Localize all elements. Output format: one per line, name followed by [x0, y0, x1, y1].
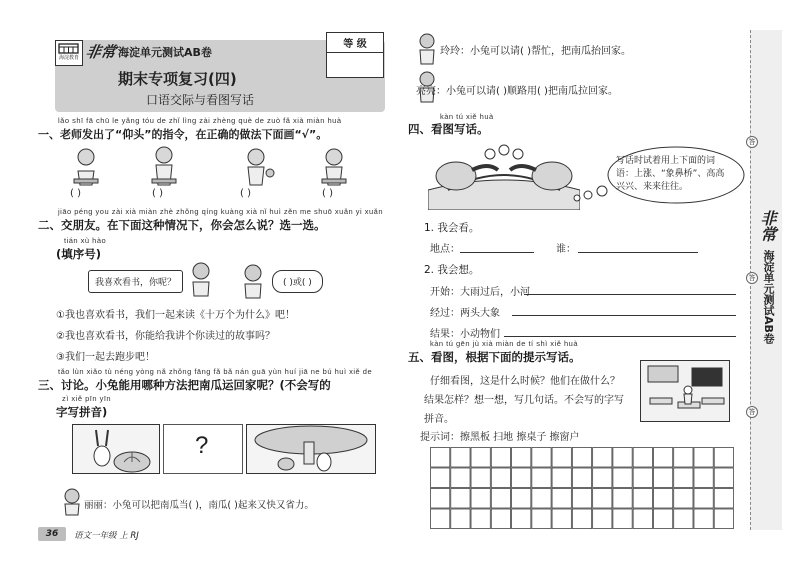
lingling-avatar-icon [416, 32, 438, 66]
process-label: 经过：两头大象 [430, 308, 500, 319]
q5-text-2: 结果怎样？想一想，写几句话。不会写的字写 [424, 395, 624, 406]
grid-cell[interactable] [532, 468, 551, 488]
grid-cell[interactable] [431, 468, 450, 488]
q1-answer-3[interactable]: ( ) [240, 188, 251, 199]
grid-cell[interactable] [471, 448, 490, 468]
grade-box [326, 32, 384, 78]
q4-step-2: 2. 我会想。 [424, 264, 480, 276]
grid-cell[interactable] [694, 468, 713, 488]
hint-words: 提示词：擦黑板 扫地 擦桌子 擦窗户 [420, 432, 580, 443]
q3-pinyin: tǎo lùn xiǎo tù néng yòng nǎ zhǒng fāng fǎ bǎ nán guā yùn huí jiā ne bú huì xiě de [58, 367, 373, 376]
place-input-line[interactable] [460, 252, 534, 253]
grid-cell[interactable] [572, 468, 591, 488]
grid-cell[interactable] [512, 489, 531, 509]
speech-bubble-girl: 我喜欢看书，你呢？ [88, 270, 183, 293]
q1-heading: 一、老师发出了“仰头”的指令，在正确的做法下面画“√”。 [38, 128, 328, 141]
grid-cell[interactable] [552, 448, 571, 468]
grid-cell[interactable] [613, 468, 632, 488]
result-label: 结果：小动物们 [430, 329, 500, 340]
q2-option-2: ②我也喜欢看书，你能给我讲个你读过的故事吗？ [56, 331, 275, 342]
who-label: 谁： [556, 244, 576, 255]
grid-cell[interactable] [653, 509, 672, 529]
grid-cell[interactable] [572, 448, 591, 468]
grid-cell[interactable] [512, 468, 531, 488]
grid-cell[interactable] [653, 489, 672, 509]
thought-cloud-text: 写话时试着用上下面的词语：上涨、“象鼻桥”、高高兴兴、来来往往。 [616, 156, 725, 192]
lili-avatar-icon [62, 488, 82, 516]
q5-pinyin: kàn tú gēn jù xià miàn de tí shì xiě huà [430, 339, 578, 348]
grid-cell[interactable] [572, 509, 591, 529]
grid-cell[interactable] [552, 509, 571, 529]
grid-cell[interactable] [491, 468, 510, 488]
grid-cell[interactable] [613, 448, 632, 468]
rabbit-pumpkin-scene-1 [72, 424, 160, 474]
grid-cell[interactable] [694, 448, 713, 468]
grid-cell[interactable] [593, 489, 612, 509]
q2-pinyin: jiāo péng you zài xià miàn zhè zhǒng qíng kuàng xià nǐ huì zěn me shuō xuǎn yi xuǎn [58, 207, 384, 216]
q4-pinyin: kàn tú xiě huà [440, 112, 494, 121]
spine-title: 海淀单元测试AB卷 [762, 250, 775, 344]
q1-answer-1[interactable]: ( ) [70, 188, 81, 199]
speech-bubble-boy[interactable]: ( )或( ) [272, 270, 323, 293]
grid-cell[interactable] [714, 448, 733, 468]
grid-cell[interactable] [532, 509, 551, 529]
q3-cont-pinyin: zì xiě pīn yīn [62, 394, 112, 403]
page-number: 36 [38, 527, 66, 541]
kid-3 [248, 149, 274, 185]
lingling-answer-line[interactable]: 玲玲：小兔可以请( )帮忙，把南瓜抬回家。 [440, 46, 631, 57]
grid-cell[interactable] [451, 448, 470, 468]
grid-cell[interactable] [674, 489, 693, 509]
lili-answer-line[interactable]: 丽丽：小兔可以把南瓜当( )，南瓜( )起来又快又省力。 [84, 500, 314, 511]
grid-cell[interactable] [633, 489, 652, 509]
grid-cell[interactable] [471, 509, 490, 529]
grid-cell[interactable] [653, 448, 672, 468]
school-logo-icon [56, 41, 81, 55]
q1-answer-4[interactable]: ( ) [322, 188, 333, 199]
grid-cell[interactable] [431, 489, 450, 509]
logo-text: 海淀教育 [58, 55, 79, 61]
series-title: 海淀单元测试AB卷 [118, 46, 212, 59]
grid-cell[interactable] [532, 489, 551, 509]
grid-cell[interactable] [714, 509, 733, 529]
page-title: 期末专项复习(四) [118, 70, 237, 88]
spine-mark-2: 答 [746, 272, 758, 284]
q3-cont-heading: 字写拼音) [56, 405, 108, 419]
q5-text-1: 仔细看图，这是什么时候？他们在做什么？ [430, 376, 620, 387]
grid-cell[interactable] [714, 468, 733, 488]
who-input-line[interactable] [578, 252, 698, 253]
q4-step-1: 1. 我会看。 [424, 222, 480, 234]
q2-option-1: ①我也喜欢看书，我们一起来读《十万个为什么》吧！ [56, 310, 295, 321]
grid-cell[interactable] [674, 468, 693, 488]
grid-cell[interactable] [613, 509, 632, 529]
grid-cell[interactable] [593, 509, 612, 529]
spine-mark-3: 答 [746, 406, 758, 418]
spine-brand: 非常 [758, 210, 777, 242]
grid-cell[interactable] [552, 468, 571, 488]
grid-cell[interactable] [512, 448, 531, 468]
grid-cell[interactable] [674, 448, 693, 468]
grid-cell[interactable] [491, 489, 510, 509]
grid-cell[interactable] [593, 448, 612, 468]
grade-label: 等 级 [327, 33, 383, 53]
grid-cell[interactable] [633, 448, 652, 468]
q2-option-3: ③我们一起去跑步吧！ [56, 352, 155, 363]
kid-2 [152, 147, 176, 185]
grid-cell[interactable] [431, 448, 450, 468]
q5-text-3: 拼音。 [424, 414, 454, 425]
grid-cell[interactable] [471, 468, 490, 488]
grid-cell[interactable] [674, 509, 693, 529]
q2-sub-heading: (填序号) [56, 247, 102, 261]
kid-1 [74, 149, 98, 185]
grid-cell[interactable] [451, 489, 470, 509]
grid-cell[interactable] [532, 448, 551, 468]
grid-cell[interactable] [512, 509, 531, 529]
writing-grid-svg [430, 447, 734, 529]
spine-mark-1: 答 [746, 136, 758, 148]
grid-cell[interactable] [552, 489, 571, 509]
grid-cell[interactable] [653, 468, 672, 488]
grid-cell[interactable] [491, 448, 510, 468]
footer-label: 语文一年级 上 RJ [74, 531, 139, 541]
page-subtitle: 口语交际与看图写话 [146, 93, 255, 107]
q5-heading: 五、看图，根据下面的提示写话。 [408, 350, 581, 364]
grid-cell[interactable] [613, 489, 632, 509]
rabbit-pumpkin-scene-2 [246, 424, 376, 474]
series-brand: 非常 [84, 43, 118, 61]
begin-label: 开始：大雨过后，小河 [430, 287, 530, 298]
classroom-scene [640, 360, 730, 422]
grid-cell[interactable] [451, 509, 470, 529]
q1-kids-illustration [72, 145, 372, 187]
grid-cell[interactable] [471, 489, 490, 509]
grid-cell[interactable] [633, 509, 652, 529]
boy-icon [240, 262, 266, 300]
q2-sub-pinyin: tián xù hào [64, 236, 107, 245]
elephant-bridge-scene [428, 140, 580, 210]
header-logo [55, 40, 83, 66]
grid-cell[interactable] [714, 489, 733, 509]
liangliang-answer-line[interactable]: 亮亮：小兔可以请( )顺路用( )把南瓜拉回家。 [416, 86, 618, 97]
q1-answer-2[interactable]: ( ) [152, 188, 163, 199]
grid-cell[interactable] [491, 509, 510, 529]
place-label: 地点： [430, 244, 460, 255]
grid-cell[interactable] [572, 489, 591, 509]
q4-heading: 四、看图写话。 [408, 122, 489, 136]
grid-cell[interactable] [694, 509, 713, 529]
q3-question-mark: ? [195, 432, 209, 459]
q2-heading: 二、交朋友。在下面这种情况下，你会怎么说？选一选。 [38, 218, 326, 232]
girl-reader-icon [188, 260, 214, 298]
grid-cell[interactable] [694, 489, 713, 509]
grid-cell[interactable] [431, 509, 450, 529]
q3-heading: 三、讨论。小兔能用哪种方法把南瓜运回家呢？(不会写的 [38, 378, 331, 392]
result-input-line[interactable] [504, 336, 736, 337]
grid-cell[interactable] [633, 468, 652, 488]
grid-cell[interactable] [451, 468, 470, 488]
kid-4 [322, 149, 346, 185]
writing-grid[interactable] [430, 447, 734, 529]
grid-cell[interactable] [593, 468, 612, 488]
begin-input-line[interactable] [524, 294, 736, 295]
q1-pinyin: lǎo shī fā chū le yǎng tóu de zhǐ lìng zài zhèng què de zuò fǎ xià miàn huà [58, 116, 342, 125]
process-input-line[interactable] [512, 315, 736, 316]
